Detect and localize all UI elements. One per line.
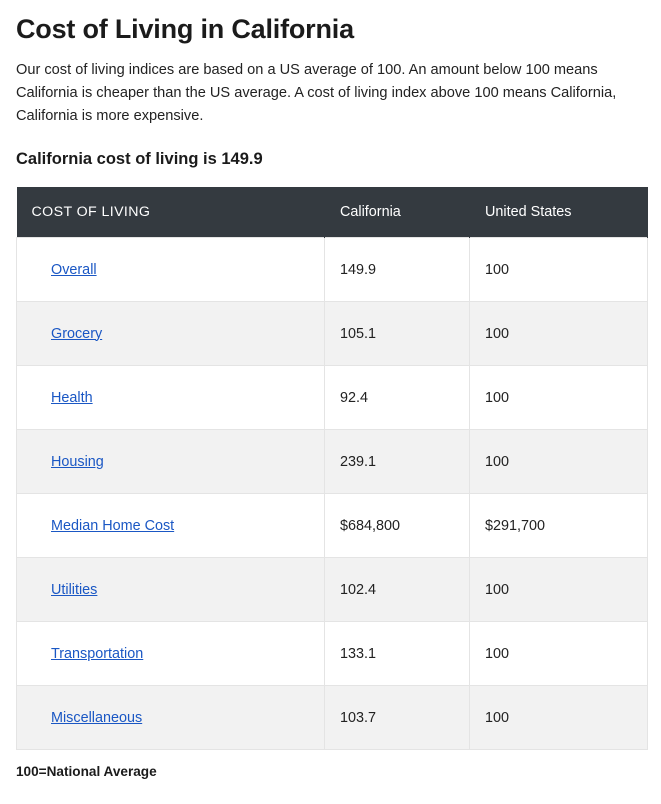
table-row (17, 302, 648, 366)
row-label-cell (17, 430, 325, 494)
table-row (17, 686, 648, 750)
cost-of-living-summary: California cost of living is 149.9 (16, 150, 263, 168)
row-link[interactable]: Utilities (51, 581, 98, 598)
row-link[interactable]: Housing (51, 453, 104, 470)
intro-paragraph: Our cost of living indices are based on a US average of 100. An amount below 100 means California is cheaper than the US average. A cost of living index above 100 means California, California is more expensive. (16, 62, 617, 124)
row-value-california: 149.9 (325, 238, 470, 302)
page-title: Cost of Living in California (16, 14, 354, 44)
row-link[interactable]: Median Home Cost (51, 517, 175, 534)
table-body (17, 238, 648, 750)
row-link[interactable]: Health (51, 389, 93, 406)
row-label-cell (17, 622, 325, 686)
column-header-category: COST OF LIVING (17, 187, 325, 238)
column-header-california: California (325, 187, 470, 238)
row-value-california: 133.1 (325, 622, 470, 686)
table-footnote: 100=National Average (16, 764, 157, 779)
row-value-california: 103.7 (325, 686, 470, 750)
table-row (17, 430, 648, 494)
row-value-united-states: 100 (470, 302, 648, 366)
row-value-california: 105.1 (325, 302, 470, 366)
cost-of-living-table (16, 187, 648, 750)
row-label-cell (17, 686, 325, 750)
table-row (17, 366, 648, 430)
row-link[interactable]: Overall (51, 261, 97, 278)
table-row (17, 238, 648, 302)
table-row (17, 622, 648, 686)
row-link[interactable]: Grocery (51, 325, 103, 342)
row-value-california: $684,800 (325, 494, 470, 558)
column-header-united-states: United States (470, 187, 648, 238)
row-link[interactable]: Miscellaneous (51, 709, 143, 726)
row-value-united-states: 100 (470, 238, 648, 302)
row-value-california: 102.4 (325, 558, 470, 622)
row-label-cell (17, 302, 325, 366)
row-value-united-states: 100 (470, 366, 648, 430)
table-row (17, 494, 648, 558)
row-value-united-states: 100 (470, 430, 648, 494)
row-value-united-states: 100 (470, 686, 648, 750)
table-row (17, 558, 648, 622)
table-header (17, 187, 648, 238)
row-value-united-states: 100 (470, 622, 648, 686)
row-value-california: 92.4 (325, 366, 470, 430)
table-header-row (17, 187, 648, 238)
row-label-cell (17, 366, 325, 430)
row-value-united-states: 100 (470, 558, 648, 622)
row-value-united-states: $291,700 (470, 494, 648, 558)
row-link[interactable]: Transportation (51, 645, 144, 662)
row-label-cell (17, 238, 325, 302)
row-label-cell (17, 558, 325, 622)
row-value-california: 239.1 (325, 430, 470, 494)
row-label-cell (17, 494, 325, 558)
